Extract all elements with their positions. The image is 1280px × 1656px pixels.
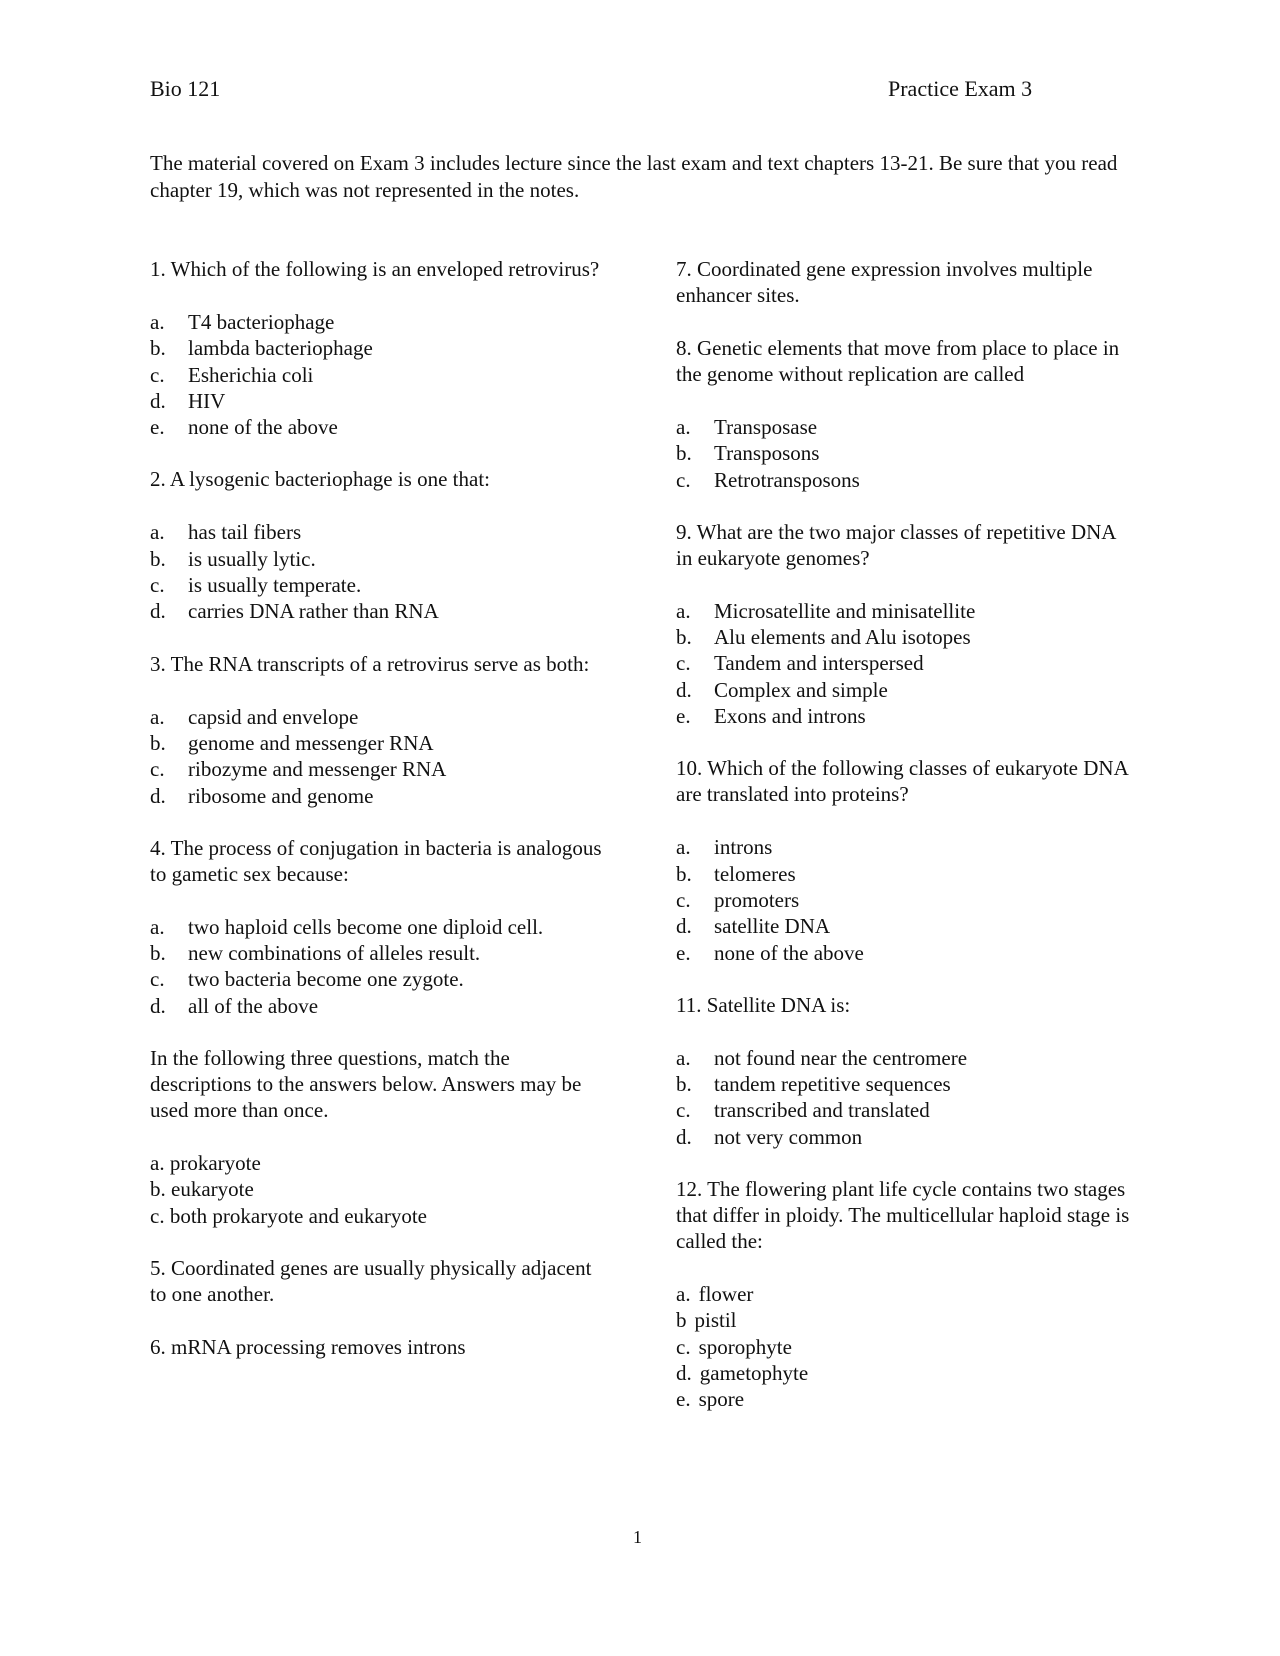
option-letter: e. [676, 1387, 691, 1412]
option-text: spore [698, 1387, 745, 1412]
option-letter: c. [676, 1098, 691, 1123]
question-5: 5. Coordinated genes are usually physically adjacent to one another. [150, 1255, 592, 1306]
option-text: ribozyme and messenger RNA [188, 757, 447, 782]
option-text: two bacteria become one zygote. [188, 967, 464, 992]
option-letter: c. [676, 651, 691, 676]
option-d [150, 388, 605, 414]
option-d [150, 783, 605, 809]
option-list [150, 914, 605, 1019]
question-10 [676, 755, 1136, 965]
question-7: 7. Coordinated gene expression involves multiple enhancer sites. [676, 257, 1093, 307]
option-b [150, 730, 605, 756]
option-c [676, 887, 1136, 913]
option-a [150, 704, 605, 730]
question-3 [150, 651, 605, 809]
option-a [150, 309, 605, 335]
option-text: ribosome and genome [188, 783, 374, 808]
option-a [150, 914, 605, 940]
question-text: 4. The process of conjugation in bacteria is analogous to gametic sex because: [150, 835, 602, 886]
option-text: Exons and introns [714, 704, 866, 729]
option-text: has tail fibers [188, 520, 302, 545]
exam-title: Practice Exam 3 [888, 76, 1033, 101]
option-list [150, 704, 605, 809]
option-a [676, 1281, 1136, 1307]
option-letter: a. [150, 914, 165, 939]
option-d [676, 1124, 1136, 1150]
option-d [150, 598, 605, 624]
option-c [676, 1097, 1136, 1123]
option-b [150, 546, 605, 572]
option-letter: b. [150, 941, 166, 966]
option-letter: d. [676, 1124, 692, 1149]
option-letter: b [676, 1308, 687, 1333]
option-text: is usually lytic. [188, 546, 316, 571]
option-list [676, 414, 1136, 493]
option-letter: d. [150, 388, 166, 413]
option-letter: b. [676, 861, 692, 886]
option-letter: c. [676, 887, 691, 912]
option-text: genome and messenger RNA [188, 730, 434, 755]
question-text: 1. Which of the following is an enveloped retrovirus? [150, 257, 600, 281]
option-letter: b. [676, 441, 692, 466]
option-text: Transposase [714, 415, 818, 439]
option-d [676, 677, 1136, 703]
option-letter: a. [676, 598, 691, 623]
option-letter: d. [676, 1360, 692, 1385]
option-b [150, 335, 605, 361]
option-d [676, 1360, 1136, 1386]
page-number: 1 [633, 1527, 642, 1547]
option-e [676, 940, 1136, 966]
option-c [150, 362, 605, 388]
option-text: is usually temperate. [188, 573, 362, 598]
option-b [150, 940, 605, 966]
option-text: telomeres [714, 861, 796, 886]
option-text: sporophyte [698, 1334, 792, 1359]
question-8 [676, 335, 1136, 493]
option-letter: b. [150, 336, 166, 361]
option-letter: c. [676, 467, 691, 492]
option-letter: c. [150, 362, 165, 387]
option-text: Microsatellite and minisatellite [714, 598, 976, 623]
option-letter: a. [150, 704, 165, 729]
option-text: Transposons [714, 441, 820, 466]
course-name: Bio 121 [150, 76, 221, 101]
option-letter: a. [676, 835, 691, 860]
option-text: not very common [714, 1124, 863, 1149]
option-letter: b. [676, 625, 692, 650]
intro-paragraph: The material covered on Exam 3 includes lecture since the last exam and text chapters 13-21. Be sure that you read chapter 19, which was not represented in the notes. [150, 151, 1118, 202]
option-text: transcribed and translated [714, 1098, 930, 1123]
question-text: 9. What are the two major classes of repetitive DNA in eukaryote genomes? [676, 519, 1116, 570]
option-text: none of the above [714, 940, 864, 965]
option-text: none of the above [188, 415, 338, 440]
option-c [676, 1334, 1136, 1360]
option-text: promoters [714, 887, 800, 912]
option-b [676, 1071, 1136, 1097]
option-text: capsid and envelope [188, 704, 359, 729]
option-c [150, 966, 605, 992]
question-6: 6. mRNA processing removes introns [150, 1334, 466, 1359]
matching-answer-list [150, 1150, 605, 1229]
option-text: tandem repetitive sequences [714, 1072, 951, 1097]
option-a [676, 598, 1136, 624]
question-text: 11. Satellite DNA is: [676, 992, 851, 1017]
option-b [676, 624, 1136, 650]
option-text: Complex and simple [714, 677, 888, 702]
option-letter: e. [676, 940, 691, 965]
left-column [150, 256, 605, 1387]
option-list [676, 834, 1136, 965]
option-e [676, 703, 1136, 729]
question-4 [150, 835, 605, 1019]
option-text: two haploid cells become one diploid cell. [188, 914, 544, 939]
option-d [150, 993, 605, 1019]
option-letter: b. [150, 546, 166, 571]
option-letter: d. [676, 914, 692, 939]
matching-instructions: In the following three questions, match the descriptions to the answers below. Answers may be used more than once. [150, 1046, 582, 1123]
option-letter: a. [150, 310, 165, 334]
option-e [676, 1386, 1136, 1412]
matching-section [150, 1045, 605, 1229]
option-c [676, 650, 1136, 676]
option-e [150, 414, 605, 440]
matching-answer-a: a. prokaryote [150, 1151, 261, 1176]
option-text: all of the above [188, 993, 319, 1018]
matching-answer-c: c. both prokaryote and eukaryote [150, 1203, 427, 1228]
option-letter: a. [676, 1045, 691, 1070]
option-text: Alu elements and Alu isotopes [714, 625, 971, 650]
option-text: satellite DNA [714, 914, 831, 939]
option-text: lambda bacteriophage [188, 336, 373, 361]
option-b [676, 440, 1136, 466]
option-list [676, 598, 1136, 729]
option-c [150, 756, 605, 782]
option-a [676, 414, 1136, 440]
option-a [676, 834, 1136, 860]
option-c [150, 572, 605, 598]
option-text: HIV [188, 388, 226, 413]
option-letter: c. [676, 1334, 691, 1359]
question-text: 8. Genetic elements that move from place to place in the genome without replication are called [676, 336, 1120, 386]
option-letter: e. [150, 415, 165, 440]
option-text: Tandem and interspersed [714, 651, 924, 676]
option-list [676, 1281, 1136, 1412]
option-letter: b. [150, 730, 166, 755]
option-letter: e. [676, 704, 691, 729]
option-text: flower [698, 1282, 754, 1307]
option-text: Esherichia coli [188, 362, 314, 387]
option-d [676, 913, 1136, 939]
option-text: pistil [694, 1308, 737, 1333]
option-letter: d. [150, 993, 166, 1018]
option-letter: d. [676, 677, 692, 702]
question-text: 3. The RNA transcripts of a retrovirus serve as both: [150, 651, 590, 676]
option-letter: b. [676, 1072, 692, 1097]
option-letter: c. [150, 967, 165, 992]
option-letter: a. [676, 415, 691, 439]
question-text: 12. The flowering plant life cycle contains two stages that differ in ploidy. The multicellular haploid stage is called the: [676, 1177, 1130, 1254]
option-a [676, 1045, 1136, 1071]
option-letter: c. [150, 573, 165, 598]
option-text: new combinations of alleles result. [188, 941, 481, 966]
option-letter: a. [150, 520, 165, 545]
question-text: 10. Which of the following classes of eukaryote DNA are translated into proteins? [676, 756, 1128, 807]
question-text: 2. A lysogenic bacteriophage is one that: [150, 467, 490, 492]
option-letter: a. [676, 1282, 691, 1307]
option-a [150, 519, 605, 545]
matching-answer-b: b. eukaryote [150, 1177, 254, 1202]
question-12 [676, 1176, 1136, 1412]
option-list [150, 309, 605, 440]
option-b [676, 861, 1136, 887]
question-9 [676, 519, 1136, 729]
option-text: gametophyte [699, 1360, 809, 1385]
option-list [676, 1045, 1136, 1150]
option-b [676, 1307, 1136, 1333]
question-1 [150, 256, 605, 440]
question-2 [150, 466, 605, 624]
option-text: T4 bacteriophage [188, 310, 335, 334]
right-column [676, 256, 1136, 1439]
option-text: introns [714, 835, 773, 860]
option-c [676, 467, 1136, 493]
question-11 [676, 992, 1136, 1150]
option-letter: d. [150, 783, 166, 808]
option-letter: c. [150, 757, 165, 782]
option-text: carries DNA rather than RNA [188, 599, 439, 624]
option-letter: d. [150, 599, 166, 624]
option-text: Retrotransposons [714, 467, 860, 492]
option-list [150, 519, 605, 624]
option-text: not found near the centromere [714, 1045, 968, 1070]
